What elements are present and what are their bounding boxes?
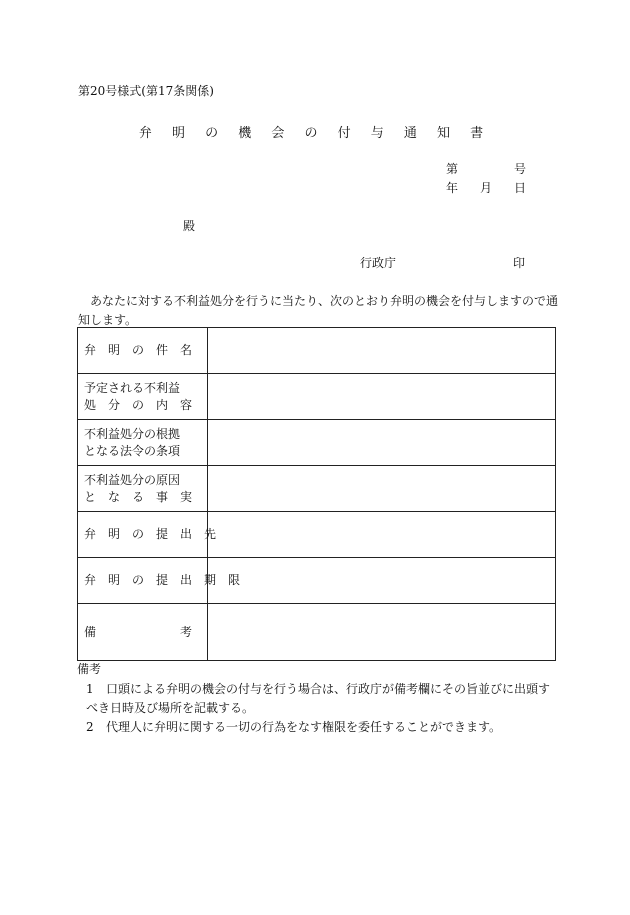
note-item bbox=[86, 680, 560, 718]
row-value-cell[interactable] bbox=[208, 512, 556, 558]
row-label-line: 弁 明 の 件 名 bbox=[84, 343, 193, 357]
row-label-line: 弁 明 の 提 出 先 bbox=[84, 527, 217, 541]
row-label bbox=[78, 604, 208, 661]
seal-mark: 印 bbox=[513, 256, 526, 270]
agency-label: 行政庁 bbox=[360, 256, 397, 270]
row-value-cell[interactable] bbox=[208, 328, 556, 374]
row-label-line: 予定される不利益 bbox=[84, 380, 181, 395]
row-label bbox=[78, 512, 217, 558]
table-row bbox=[78, 558, 556, 604]
form-number: 第20号様式(第17条関係) bbox=[78, 84, 214, 98]
date-line bbox=[446, 179, 526, 196]
document-number-line bbox=[446, 160, 526, 177]
row-value-cell[interactable] bbox=[208, 466, 556, 512]
row-value-cell[interactable] bbox=[208, 374, 556, 420]
table-row bbox=[78, 420, 556, 466]
notification-table bbox=[77, 327, 556, 661]
row-value-cell[interactable] bbox=[208, 558, 556, 604]
intro-text: あなたに対する不利益処分を行うに当たり、次のとおり弁明の機会を付与しますので通知します。 bbox=[78, 294, 559, 327]
date-day: 日 bbox=[513, 181, 526, 195]
date-year: 年 bbox=[446, 181, 459, 195]
row-label-line: 弁 明 の 提 出 期 限 bbox=[84, 573, 241, 587]
row-label-line: となる法令の条項 bbox=[84, 443, 181, 458]
note-number: 1 bbox=[86, 682, 94, 696]
table-row bbox=[78, 466, 556, 512]
table-row bbox=[78, 604, 556, 661]
note-text: 代理人に弁明に関する一切の行為をなす権限を委任することができます。 bbox=[106, 720, 502, 734]
row-label-line: 不利益処分の根拠 bbox=[84, 426, 181, 441]
row-label-line: 備 考 bbox=[84, 624, 193, 639]
row-value-cell[interactable] bbox=[208, 420, 556, 466]
row-label bbox=[78, 558, 241, 604]
addressee-honorific: 殿 bbox=[183, 219, 196, 233]
row-label bbox=[78, 374, 208, 420]
note-item bbox=[86, 718, 560, 737]
number-prefix: 第 bbox=[446, 162, 459, 176]
row-label-line: と な る 事 実 bbox=[84, 489, 193, 504]
row-label bbox=[78, 328, 208, 374]
row-label-line: 不利益処分の原因 bbox=[84, 472, 181, 487]
row-label-line: 処 分 の 内 容 bbox=[84, 397, 193, 412]
table-row bbox=[78, 512, 556, 558]
date-month: 月 bbox=[479, 181, 492, 195]
row-label bbox=[78, 420, 208, 466]
note-number: 2 bbox=[86, 720, 94, 734]
table-row bbox=[78, 374, 556, 420]
notes-heading: 備考 bbox=[77, 662, 102, 676]
document-title: 弁 明 の 機 会 の 付 与 通 知 書 bbox=[138, 126, 492, 141]
number-suffix: 号 bbox=[513, 162, 526, 176]
row-label bbox=[78, 466, 208, 512]
row-value-cell[interactable] bbox=[208, 604, 556, 661]
table-row bbox=[78, 328, 556, 374]
note-text: 口頭による弁明の機会の付与を行う場合は、行政庁が備考欄にその旨並びに出頭すべき日時及び場所を記載する。 bbox=[86, 682, 551, 715]
